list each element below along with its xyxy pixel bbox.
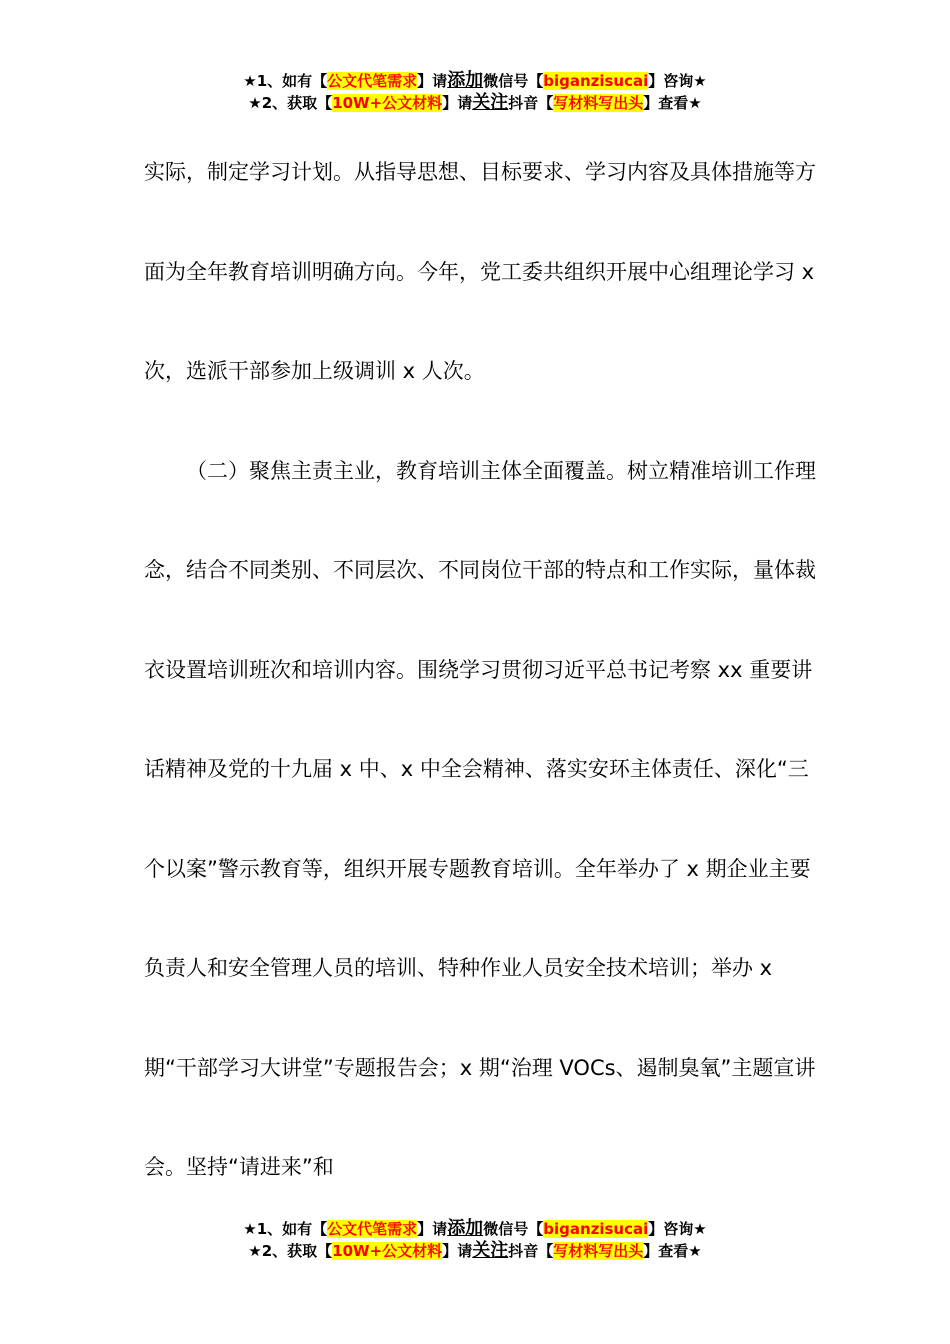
footer-highlight-materials: 10W+公文材料 (332, 1242, 443, 1260)
footer-highlight-service: 公文代笔需求 (327, 1220, 418, 1238)
banner-line-1-mid2: 微信号【 (483, 72, 544, 90)
header-banner (0, 70, 950, 114)
footer-highlight-douyin-id: 写材料写出头 (553, 1242, 644, 1260)
banner-highlight-materials: 10W+公文材料 (332, 94, 443, 112)
document-body (144, 123, 824, 1218)
banner-line-2-mid2: 抖音【 (508, 94, 554, 112)
banner-emphasis-add: 添加 (447, 70, 484, 91)
banner-highlight-douyin-id: 写材料写出头 (553, 94, 644, 112)
banner-line-2 (0, 92, 950, 114)
banner-highlight-wechat-id: biganzisucai (543, 72, 649, 90)
banner-line-1-suffix: 】咨询★ (648, 72, 707, 90)
footer-line-1-mid: 】请 (417, 1220, 448, 1238)
footer-highlight-wechat-id: biganzisucai (543, 1220, 649, 1238)
footer-line-1-mid2: 微信号【 (483, 1220, 544, 1238)
footer-banner (0, 1218, 950, 1262)
banner-highlight-service: 公文代笔需求 (327, 72, 418, 90)
banner-line-1-mid: 】请 (417, 72, 448, 90)
footer-line-2-prefix: ★2、获取【 (248, 1242, 333, 1260)
footer-line-1-prefix: ★1、如有【 (243, 1220, 328, 1238)
footer-line-2-suffix: 】查看★ (643, 1242, 702, 1260)
footer-emphasis-follow: 关注 (472, 1240, 509, 1261)
footer-line-2-mid2: 抖音【 (508, 1242, 554, 1260)
banner-line-1-prefix: ★1、如有【 (243, 72, 328, 90)
footer-emphasis-add: 添加 (447, 1218, 484, 1239)
paragraph-2: （二）聚焦主责主业，教育培训主体全面覆盖。树立精准培训工作理念，结合不同类别、不同层次、不同岗位干部的特点和工作实际，量体裁衣设置培训班次和培训内容。围绕学习贯彻习近平总书记考察 xx 重要讲话精神及党的十九届 x 中、x 中全会精神、落实安环主体责任、深化“三个以案”警示教育等，组织开展专题教育培训。全年举办了 x 期企业主要负责人和安全管理人员的培训、特种作业人员安全技术培训；举办 x 期“干部学习大讲堂”专题报告会；x 期“治理 VOCs、遏制臭氧”主题宣讲会。坚持“请进来”和 (144, 458, 816, 1179)
banner-emphasis-follow: 关注 (472, 92, 509, 113)
footer-banner-line-2 (0, 1240, 950, 1262)
banner-line-2-suffix: 】查看★ (643, 94, 702, 112)
paragraph-1: 实际，制定学习计划。从指导思想、目标要求、学习内容及具体措施等方面为全年教育培训明确方向。今年，党工委共组织开展中心组理论学习 x 次，选派干部参加上级调训 x 人次。 (144, 160, 816, 383)
banner-line-1 (0, 70, 950, 92)
footer-line-1-suffix: 】咨询★ (648, 1220, 707, 1238)
footer-line-2-mid: 】请 (442, 1242, 473, 1260)
banner-line-2-mid: 】请 (442, 94, 473, 112)
banner-line-2-prefix: ★2、获取【 (248, 94, 333, 112)
footer-banner-line-1 (0, 1218, 950, 1240)
